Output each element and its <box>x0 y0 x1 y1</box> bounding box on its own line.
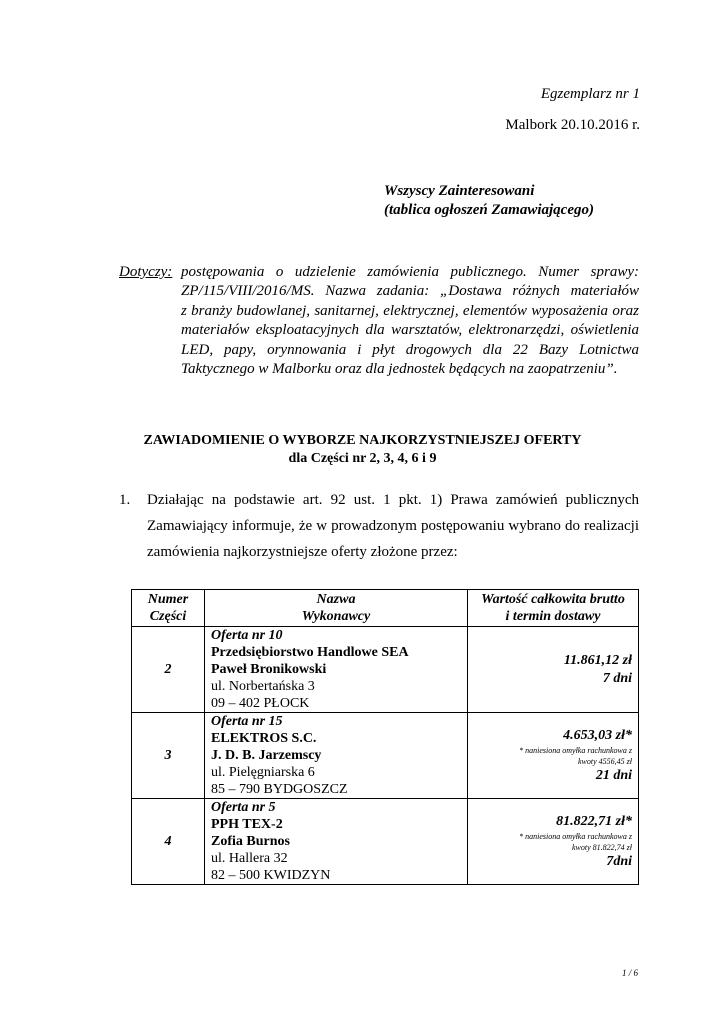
point-number: 1. <box>119 492 131 508</box>
concerning-line: ZP/115/VIII/2016/MS. Nazwa zadania: „Dostawa różnych materiałów <box>181 283 639 300</box>
contractor-name: Paweł Bronikowski <box>211 662 327 677</box>
contractor-name: J. D. B. Jarzemscy <box>211 748 322 763</box>
addressee-line: (tablica ogłoszeń Zamawiającego) <box>384 202 594 218</box>
value-cell <box>468 627 639 713</box>
contractor-name: PPH TEX-2 <box>211 817 283 832</box>
point-1 <box>119 487 639 565</box>
value-cell <box>468 713 639 799</box>
notice-heading <box>0 432 725 468</box>
correction-note: kwoty 4556,45 zł <box>578 756 632 766</box>
contractor-city: 85 – 790 BYDGOSZCZ <box>211 782 348 797</box>
offer-number: Oferta nr 10 <box>211 628 283 643</box>
header-text: Części <box>149 609 187 624</box>
addressee-line: Wszyscy Zainteresowani <box>384 183 535 199</box>
contractor-street: ul. Norbertańska 3 <box>211 679 315 694</box>
header-text: Wykonawcy <box>301 609 371 624</box>
table-row <box>132 713 639 799</box>
concerning-label: Dotyczy: <box>119 264 173 280</box>
point-line: Zamawiający informuje, że w prowadzonym postępowaniu wybrano do realizacji <box>147 518 639 534</box>
concerning-line: materiałów eksploatacyjnych dla warsztatów, elektronarzędzi, oświetlenia <box>181 322 639 339</box>
contractor-cell <box>205 713 468 799</box>
table-header-row <box>132 590 639 627</box>
concerning-line: postępowania o udzielenie zamówienia publicznego. Numer sprawy: <box>181 264 639 280</box>
delivery-term: 21 dni <box>595 767 632 783</box>
contractor-name: Przedsiębiorstwo Handlowe SEA <box>211 645 409 660</box>
header-text: Wartość całkowita brutto <box>481 592 625 607</box>
heading-line: dla Części nr 2, 3, 4, 6 i 9 <box>288 451 437 466</box>
delivery-term: 7dni <box>606 853 632 869</box>
header-text: Numer <box>147 592 189 607</box>
contractor-city: 82 – 500 KWIDZYN <box>211 868 331 883</box>
correction-note: * naniesiona omyłka rachunkowa z <box>519 831 632 841</box>
gross-value: 11.861,12 zł <box>563 652 632 668</box>
concerning-line: Taktycznego w Malborku oraz dla jednostek będących na zaopatrzeniu”. <box>181 361 618 378</box>
gross-value: 81.822,71 zł* <box>556 813 632 829</box>
table-row <box>132 627 639 713</box>
contractor-cell <box>205 627 468 713</box>
part-number: 2 <box>132 627 205 713</box>
concerning-text <box>181 263 639 379</box>
page-number: 1 / 6 <box>621 968 638 978</box>
contractor-name: Zofia Burnos <box>211 834 290 849</box>
part-number: 4 <box>132 799 205 885</box>
value-cell <box>468 799 639 885</box>
header-part <box>132 590 205 627</box>
offers-table <box>131 589 639 885</box>
header-text: Nazwa <box>316 592 356 607</box>
concerning-line: z branży budowlanej, sanitarnej, elektrycznej, elementów wyposażenia oraz <box>181 302 639 319</box>
part-number: 3 <box>132 713 205 799</box>
point-text <box>147 487 639 565</box>
place-date: Malbork 20.10.2016 r. <box>505 117 640 133</box>
contractor-city: 09 – 402 PŁOCK <box>211 696 310 711</box>
offer-number: Oferta nr 15 <box>211 714 283 729</box>
header-contractor <box>205 590 468 627</box>
header-value <box>468 590 639 627</box>
offer-number: Oferta nr 5 <box>211 800 276 815</box>
point-line: zamówienia najkorzystniejsze oferty złożone przez: <box>147 544 458 560</box>
contractor-street: ul. Pielęgniarska 6 <box>211 765 315 780</box>
addressee <box>384 182 594 220</box>
concerning-line: LED, papy, orynnowania i płyt drogowych dla 22 Bazy Lotnictwa <box>181 341 639 358</box>
contractor-street: ul. Hallera 32 <box>211 851 288 866</box>
table-row <box>132 799 639 885</box>
header-text: i termin dostawy <box>505 609 601 624</box>
copy-label: Egzemplarz nr 1 <box>540 86 640 102</box>
delivery-term: 7 dni <box>602 670 632 686</box>
contractor-cell <box>205 799 468 885</box>
correction-note: * naniesiona omyłka rachunkowa z <box>519 745 632 755</box>
heading-line: ZAWIADOMIENIE O WYBORZE NAJKORZYSTNIEJSZEJ OFERTY <box>143 433 582 448</box>
gross-value: 4.653,03 zł* <box>563 727 632 743</box>
concerning-block <box>119 263 639 379</box>
correction-note: kwoty 81.822,74 zł <box>572 842 632 852</box>
point-line: Działając na podstawie art. 92 ust. 1 pkt. 1) Prawa zamówień publicznych <box>147 492 639 508</box>
contractor-name: ELEKTROS S.C. <box>211 731 317 746</box>
